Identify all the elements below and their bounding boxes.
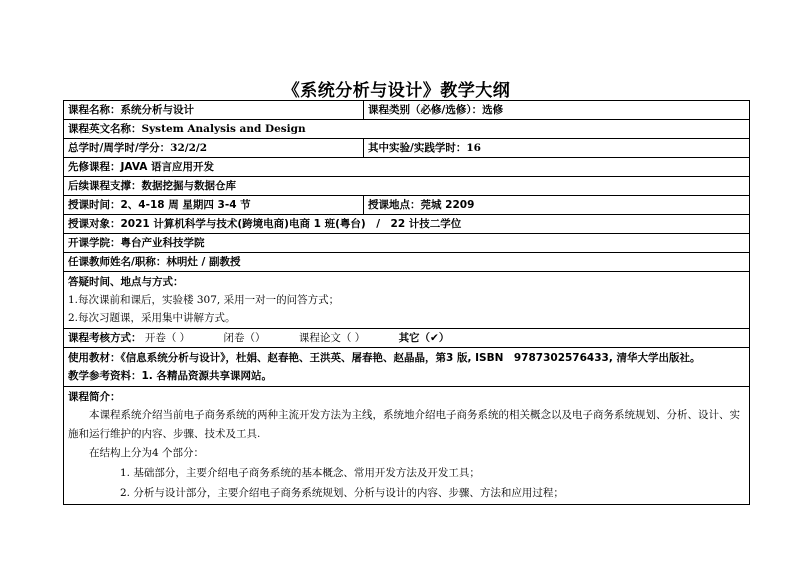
field-value: JAVA 语言应用开发	[120, 161, 215, 173]
field-school	[64, 234, 750, 253]
field-label: 授课对象：	[68, 218, 121, 230]
field-label: 课程简介：	[68, 391, 121, 403]
field-value: 粤台产业科技学院	[120, 237, 205, 249]
field-label: 教学参考资料：	[68, 370, 142, 382]
assessment-option-course-paper: 课程论文（ ）	[298, 332, 366, 344]
table-row	[64, 177, 750, 196]
field-audience	[64, 215, 750, 234]
table-row	[64, 158, 750, 177]
field-value: 32/2/2	[170, 142, 208, 154]
intro-list-item-1: 1. 基础部分，主要介绍电子商务系统的基本概念、常用开发方法及开发工具；	[120, 467, 480, 479]
field-value: 莞城 2209	[420, 199, 475, 211]
field-prerequisite	[64, 158, 750, 177]
qa-line-1: 1.每次课前和课后，实验楼 307, 采用一对一的问答方式；	[68, 294, 340, 306]
field-label: 使用教材：	[68, 352, 121, 364]
field-teacher	[64, 253, 750, 272]
field-label: 授课地点：	[368, 199, 421, 211]
field-value: 2、4-18 周 星期四 3-4 节	[120, 199, 251, 211]
field-value: 系统分析与设计	[120, 104, 194, 116]
intro-paragraph-2: 在结构上分为4 个部分：	[89, 447, 205, 459]
textbook-value: 《信息系统分析与设计》，杜娟、赵春艳、王洪英、屠春艳、赵晶晶，第3 版, ISBN 9787302576433, 清华大学出版社。	[120, 352, 701, 364]
field-value: 林明灶 / 副教授	[166, 256, 241, 268]
field-lab-hours	[364, 139, 750, 158]
table-row	[64, 348, 750, 387]
assessment-option-other-checked: 其它（✔）	[398, 332, 450, 344]
table-row	[64, 329, 750, 348]
field-label: 授课时间：	[68, 199, 121, 211]
field-qa	[64, 272, 750, 329]
reference-value: 1. 各精品资源共享课网站。	[141, 370, 272, 382]
field-value: 选修	[482, 104, 504, 116]
field-follow-up	[64, 177, 750, 196]
table-row	[64, 196, 750, 215]
table-row	[64, 139, 750, 158]
table-row	[64, 253, 750, 272]
field-assessment	[64, 329, 750, 348]
intro-paragraph-1: 本课程系统介绍当前电子商务系统的两种主流开发方法为主线，系统地介绍电子商务系统的相关概念以及电子商务系统规划、分析、设计、实施和运行维护的内容、步骤、技术及工具.	[68, 409, 740, 440]
assessment-option-open-book: 开卷（ ）	[144, 332, 191, 344]
field-label: 任课教师姓名/职称：	[68, 256, 167, 268]
field-class-location	[364, 196, 750, 215]
field-label: 课程名称：	[68, 104, 121, 116]
field-value: System Analysis and Design	[141, 123, 306, 135]
field-label: 课程考核方式：	[68, 332, 142, 344]
table-row	[64, 120, 750, 139]
table-row	[64, 234, 750, 253]
field-value: 16	[466, 142, 481, 154]
field-class-time	[64, 196, 364, 215]
field-textbook	[64, 348, 750, 387]
field-course-name-en	[64, 120, 750, 139]
intro-list-item-2: 2. 分析与设计部分，主要介绍电子商务系统规划、分析与设计的内容、步骤、方法和应用过程；	[120, 487, 564, 499]
field-label: 后续课程支撑：	[68, 180, 142, 192]
table-row	[64, 387, 750, 505]
field-course-category	[364, 101, 750, 120]
field-label: 课程类别（必修/选修）：	[368, 104, 483, 116]
field-label: 其中实验/实践学时：	[368, 142, 467, 154]
field-label: 答疑时间、地点与方式：	[68, 276, 184, 288]
assessment-option-closed-book: 闭卷（）	[223, 332, 266, 344]
field-value: 数据挖掘与数据仓库	[141, 180, 236, 192]
table-row	[64, 215, 750, 234]
page-title: 《系统分析与设计》教学大纲	[282, 81, 511, 101]
field-hours-credits	[64, 139, 364, 158]
field-value: 2021 计算机科学与技术(跨境电商)电商 1 班(粤台) / 22 计技二学位	[120, 218, 462, 230]
field-label: 课程英文名称：	[68, 123, 142, 135]
field-label: 总学时/周学时/学分：	[68, 142, 171, 154]
table-row	[64, 272, 750, 329]
field-course-intro	[64, 387, 750, 505]
table-row	[64, 101, 750, 120]
field-course-name	[64, 101, 364, 120]
field-label: 开课学院：	[68, 237, 121, 249]
qa-line-2: 2.每次习题课，采用集中讲解方式。	[68, 312, 236, 324]
syllabus-table	[63, 100, 750, 505]
field-label: 先修课程：	[68, 161, 121, 173]
